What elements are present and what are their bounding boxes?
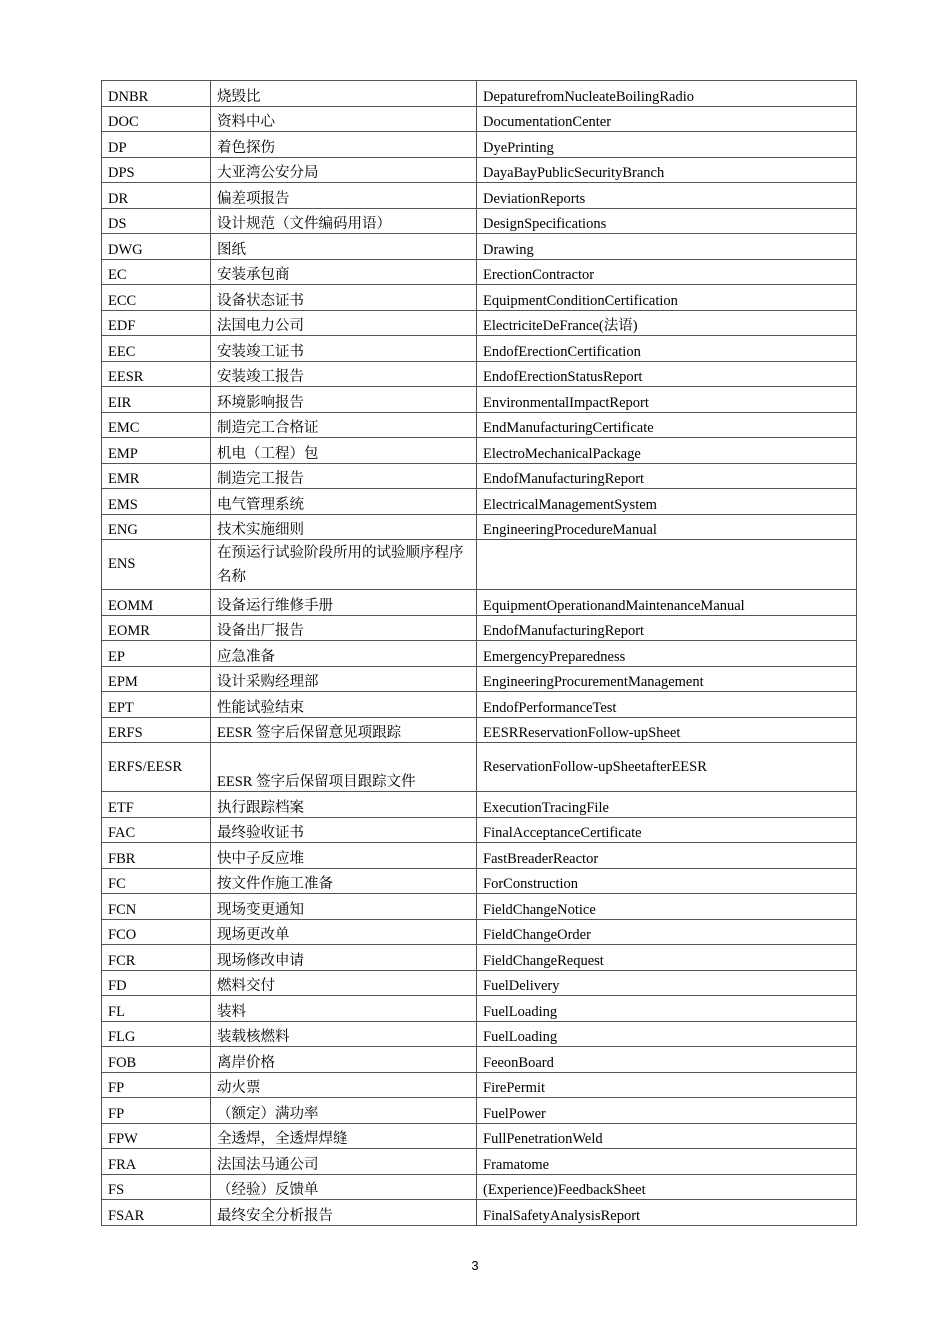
english-term-cell: FuelDelivery (477, 970, 857, 996)
table-row (102, 1200, 857, 1226)
table-row (102, 157, 857, 183)
table-row (102, 489, 857, 515)
chinese-term-cell: 快中子反应堆 (211, 843, 477, 869)
abbreviation-cell: DP (102, 132, 211, 158)
chinese-term-cell: 着色探伤 (211, 132, 477, 158)
chinese-term-cell: 最终验收证书 (211, 817, 477, 843)
chinese-term-cell: 烧毁比 (211, 81, 477, 107)
english-term-cell: FullPenetrationWeld (477, 1123, 857, 1149)
table-row (102, 310, 857, 336)
english-term-cell: ElectricalManagementSystem (477, 489, 857, 515)
chinese-term-cell: 装料 (211, 996, 477, 1022)
table-row (102, 894, 857, 920)
chinese-term-cell: 装载核燃料 (211, 1021, 477, 1047)
chinese-term-cell: EESR 签字后保留意见项跟踪 (211, 717, 477, 743)
abbreviation-cell: FCN (102, 894, 211, 920)
abbreviation-cell: ERFS/EESR (102, 743, 211, 792)
chinese-term-cell: 燃料交付 (211, 970, 477, 996)
page-number: 3 (471, 1258, 479, 1273)
abbreviation-cell: FP (102, 1072, 211, 1098)
abbreviation-cell: DNBR (102, 81, 211, 107)
english-term-cell: FuelPower (477, 1098, 857, 1124)
table-row (102, 1047, 857, 1073)
english-term-cell: EnvironmentalImpactReport (477, 387, 857, 413)
table-row (102, 183, 857, 209)
english-term-cell: EndManufacturingCertificate (477, 412, 857, 438)
chinese-term-cell: 最终安全分析报告 (211, 1200, 477, 1226)
chinese-term-cell: 偏差项报告 (211, 183, 477, 209)
abbreviation-cell: EMC (102, 412, 211, 438)
table-row (102, 945, 857, 971)
chinese-term-cell: 安装竣工报告 (211, 361, 477, 387)
chinese-term-cell: 设计规范（文件编码用语） (211, 208, 477, 234)
chinese-term-cell: 安装承包商 (211, 259, 477, 285)
chinese-term-cell: 法国法马通公司 (211, 1149, 477, 1175)
abbreviation-cell: EPT (102, 692, 211, 718)
english-term-cell: (Experience)FeedbackSheet (477, 1174, 857, 1200)
table-row (102, 641, 857, 667)
table-row (102, 590, 857, 616)
english-term-cell: Drawing (477, 234, 857, 260)
table-row (102, 387, 857, 413)
abbreviation-cell: DPS (102, 157, 211, 183)
english-term-cell: DayaBayPublicSecurityBranch (477, 157, 857, 183)
abbreviation-cell: DOC (102, 106, 211, 132)
english-term-cell: EESRReservationFollow-upSheet (477, 717, 857, 743)
abbreviation-cell: FCO (102, 919, 211, 945)
english-term-cell: EngineeringProcedureManual (477, 514, 857, 540)
english-term-cell: EquipmentConditionCertification (477, 285, 857, 311)
english-term-cell: ReservationFollow-upSheetafterEESR (477, 743, 857, 792)
table-row (102, 970, 857, 996)
chinese-term-cell: 法国电力公司 (211, 310, 477, 336)
english-term-cell: ElectriciteDeFrance(法语) (477, 310, 857, 336)
table-row (102, 843, 857, 869)
chinese-term-cell: （额定）满功率 (211, 1098, 477, 1124)
abbreviation-table (101, 80, 857, 1226)
english-term-cell: Framatome (477, 1149, 857, 1175)
english-term-cell: DesignSpecifications (477, 208, 857, 234)
abbreviation-cell: FD (102, 970, 211, 996)
table-row (102, 1174, 857, 1200)
english-term-cell: FuelLoading (477, 1021, 857, 1047)
table-row (102, 1123, 857, 1149)
table-row (102, 996, 857, 1022)
abbreviation-cell: EEC (102, 336, 211, 362)
abbreviation-cell: EC (102, 259, 211, 285)
abbreviation-cell: FPW (102, 1123, 211, 1149)
english-term-cell: FieldChangeNotice (477, 894, 857, 920)
english-term-cell: FinalAcceptanceCertificate (477, 817, 857, 843)
english-term-cell: FastBreaderReactor (477, 843, 857, 869)
chinese-term-cell: 全透焊，全透焊焊缝 (211, 1123, 477, 1149)
abbreviation-cell: DR (102, 183, 211, 209)
chinese-term-cell: 设计采购经理部 (211, 666, 477, 692)
chinese-term-cell: 应急准备 (211, 641, 477, 667)
chinese-term-cell: 现场变更通知 (211, 894, 477, 920)
chinese-term-cell: 执行跟踪档案 (211, 792, 477, 818)
table-row (102, 792, 857, 818)
table-row (102, 361, 857, 387)
english-term-cell: FinalSafetyAnalysisReport (477, 1200, 857, 1226)
table-row (102, 615, 857, 641)
table-row (102, 1098, 857, 1124)
chinese-term-cell: 安装竣工证书 (211, 336, 477, 362)
english-term-cell: EquipmentOperationandMaintenanceManual (477, 590, 857, 616)
table-row (102, 259, 857, 285)
chinese-term-cell: 动火票 (211, 1072, 477, 1098)
table-row (102, 514, 857, 540)
english-term-cell: ForConstruction (477, 868, 857, 894)
chinese-term-cell: 大亚湾公安分局 (211, 157, 477, 183)
english-term-cell: DyePrinting (477, 132, 857, 158)
abbreviation-cell: FP (102, 1098, 211, 1124)
english-term-cell: ErectionContractor (477, 259, 857, 285)
english-term-cell: EndofErectionCertification (477, 336, 857, 362)
table-row (102, 919, 857, 945)
english-term-cell: EndofManufacturingReport (477, 463, 857, 489)
chinese-term-cell: 设备运行维修手册 (211, 590, 477, 616)
abbreviation-cell: ERFS (102, 717, 211, 743)
abbreviation-cell: EESR (102, 361, 211, 387)
abbreviation-cell: FLG (102, 1021, 211, 1047)
english-term-cell: DocumentationCenter (477, 106, 857, 132)
english-term-cell: EndofPerformanceTest (477, 692, 857, 718)
table-row (102, 81, 857, 107)
table-row (102, 743, 857, 792)
abbreviation-cell: ENS (102, 540, 211, 590)
chinese-term-cell: 资料中心 (211, 106, 477, 132)
abbreviation-cell: DS (102, 208, 211, 234)
abbreviation-cell: FBR (102, 843, 211, 869)
chinese-term-cell: EESR 签字后保留项目跟踪文件 (211, 743, 477, 792)
abbreviation-cell: DWG (102, 234, 211, 260)
chinese-term-cell: 图纸 (211, 234, 477, 260)
table-row (102, 1021, 857, 1047)
abbreviation-cell: FAC (102, 817, 211, 843)
table-row (102, 285, 857, 311)
english-term-cell (477, 540, 857, 590)
abbreviation-cell: FOB (102, 1047, 211, 1073)
english-term-cell: EngineeringProcurementManagement (477, 666, 857, 692)
english-term-cell: EndofManufacturingReport (477, 615, 857, 641)
english-term-cell: DeviationReports (477, 183, 857, 209)
english-term-cell: FuelLoading (477, 996, 857, 1022)
english-term-cell: EndofErectionStatusReport (477, 361, 857, 387)
table-row (102, 817, 857, 843)
abbreviation-cell: EIR (102, 387, 211, 413)
table-row (102, 666, 857, 692)
abbreviation-cell: EDF (102, 310, 211, 336)
chinese-term-cell: 设备出厂报告 (211, 615, 477, 641)
table-row (102, 463, 857, 489)
english-term-cell: FeeonBoard (477, 1047, 857, 1073)
table-row (102, 336, 857, 362)
table-row (102, 132, 857, 158)
abbreviation-cell: FCR (102, 945, 211, 971)
abbreviation-cell: FRA (102, 1149, 211, 1175)
abbreviation-cell: EPM (102, 666, 211, 692)
chinese-term-cell: 性能试验结束 (211, 692, 477, 718)
table-row (102, 234, 857, 260)
english-term-cell: EmergencyPreparedness (477, 641, 857, 667)
english-term-cell: DepaturefromNucleateBoilingRadio (477, 81, 857, 107)
chinese-term-cell: （经验）反馈单 (211, 1174, 477, 1200)
chinese-term-cell: 现场修改申请 (211, 945, 477, 971)
table-row (102, 717, 857, 743)
abbreviation-cell: ECC (102, 285, 211, 311)
abbreviation-cell: ENG (102, 514, 211, 540)
abbreviation-cell: EMP (102, 438, 211, 464)
abbreviation-table-body (102, 81, 857, 1226)
chinese-term-cell: 按文件作施工准备 (211, 868, 477, 894)
chinese-term-cell: 制造完工报告 (211, 463, 477, 489)
chinese-term-cell: 机电（工程）包 (211, 438, 477, 464)
table-row (102, 438, 857, 464)
abbreviation-cell: FC (102, 868, 211, 894)
table-row (102, 412, 857, 438)
abbreviation-cell: ETF (102, 792, 211, 818)
table-row (102, 540, 857, 590)
chinese-term-cell: 环境影响报告 (211, 387, 477, 413)
table-row (102, 1072, 857, 1098)
table-row (102, 208, 857, 234)
chinese-term-cell: 离岸价格 (211, 1047, 477, 1073)
chinese-term-cell: 制造完工合格证 (211, 412, 477, 438)
english-term-cell: ElectroMechanicalPackage (477, 438, 857, 464)
abbreviation-cell: FS (102, 1174, 211, 1200)
abbreviation-cell: EMS (102, 489, 211, 515)
english-term-cell: FirePermit (477, 1072, 857, 1098)
english-term-cell: FieldChangeRequest (477, 945, 857, 971)
table-row (102, 106, 857, 132)
abbreviation-cell: FL (102, 996, 211, 1022)
english-term-cell: ExecutionTracingFile (477, 792, 857, 818)
abbreviation-cell: EOMM (102, 590, 211, 616)
abbreviation-cell: EMR (102, 463, 211, 489)
abbreviation-cell: EOMR (102, 615, 211, 641)
chinese-term-cell: 技术实施细则 (211, 514, 477, 540)
table-row (102, 868, 857, 894)
chinese-term-cell: 现场更改单 (211, 919, 477, 945)
chinese-term-cell: 设备状态证书 (211, 285, 477, 311)
table-row (102, 692, 857, 718)
table-row (102, 1149, 857, 1175)
chinese-term-cell: 电气管理系统 (211, 489, 477, 515)
english-term-cell: FieldChangeOrder (477, 919, 857, 945)
abbreviation-cell: FSAR (102, 1200, 211, 1226)
abbreviation-cell: EP (102, 641, 211, 667)
chinese-term-cell: 在预运行试验阶段所用的试验顺序程序名称 (211, 540, 477, 590)
